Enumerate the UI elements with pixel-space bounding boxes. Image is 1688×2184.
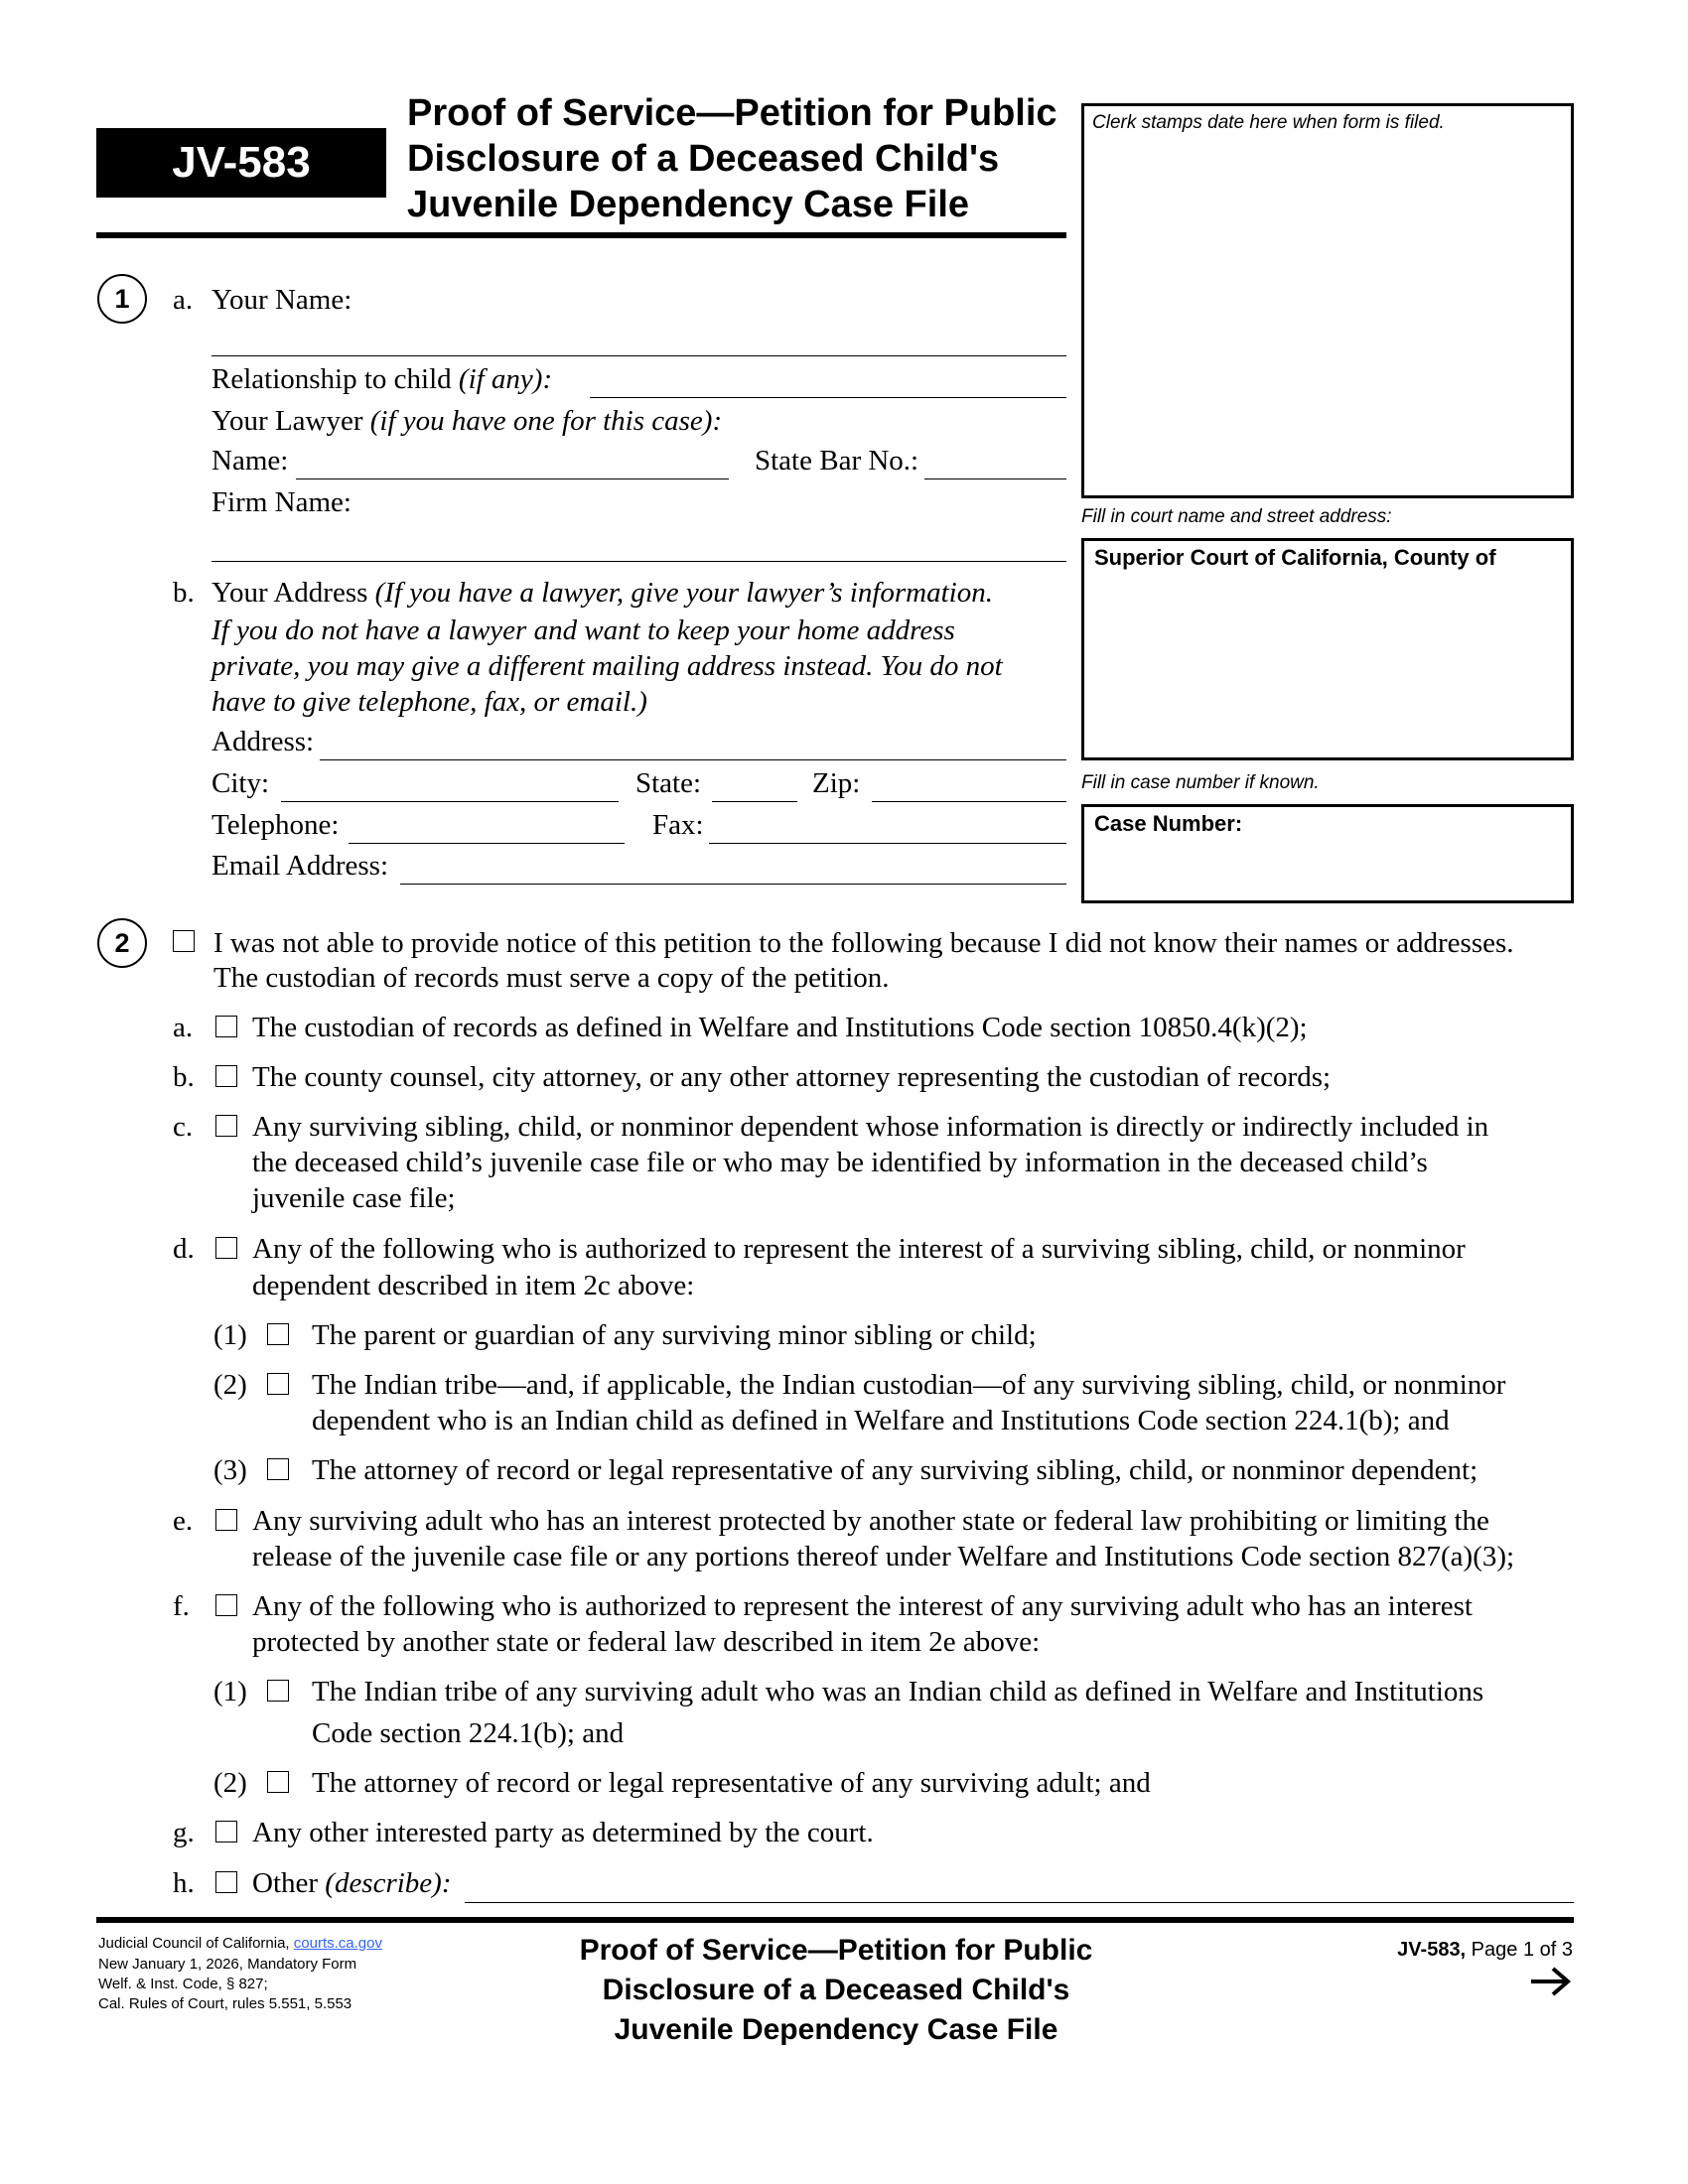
item-2f-text-line-2: protected by another state or federal law described in item 2e above: xyxy=(252,1626,1041,1658)
item-2a-checkbox[interactable] xyxy=(215,1016,237,1037)
state-bar-input[interactable] xyxy=(924,449,1066,479)
other-text: Other xyxy=(252,1867,326,1899)
state-label: State: xyxy=(635,767,702,799)
state-input[interactable] xyxy=(712,771,797,802)
address-note-line-3: private, you may give a different mailing address instead. You do not xyxy=(211,650,1003,682)
item-2c-checkbox[interactable] xyxy=(215,1115,237,1137)
item-2b-letter: b. xyxy=(173,1061,195,1093)
item-2d2-text-line-2: dependent who is an Indian child as defined in Welfare and Institutions Code section 224.1(b); and xyxy=(312,1405,1450,1436)
item-2d3-checkbox[interactable] xyxy=(267,1458,289,1480)
item-2d-text-line-2: dependent described in item 2c above: xyxy=(252,1270,695,1301)
address-note-line-1: (If you have a lawyer, give your lawyer’s information. xyxy=(374,577,993,609)
your-name-input[interactable] xyxy=(211,326,1066,356)
clerk-stamp-label: Clerk stamps date here when form is filed. xyxy=(1092,112,1445,133)
email-label: Email Address: xyxy=(211,850,389,882)
address-heading xyxy=(211,575,993,611)
email-input[interactable] xyxy=(400,854,1066,885)
telephone-input[interactable] xyxy=(349,813,625,844)
item-2d3-text: The attorney of record or legal representative of any surviving sibling, child, or nonminor dependent; xyxy=(312,1454,1478,1486)
page-indicator xyxy=(1397,1939,1573,1962)
case-number-box[interactable] xyxy=(1081,804,1574,903)
footer-publisher-text: Judicial Council of California, xyxy=(98,1935,294,1952)
item-2b-text: The county counsel, city attorney, or any other attorney representing the custodian of records; xyxy=(252,1061,1332,1093)
item-number-2: 2 xyxy=(97,918,147,968)
city-input[interactable] xyxy=(281,771,619,802)
item-2e-letter: e. xyxy=(173,1505,194,1537)
address-input[interactable] xyxy=(320,730,1066,760)
case-number-label: Case Number: xyxy=(1094,811,1243,836)
item-2f2-text: The attorney of record or legal representative of any surviving adult; and xyxy=(312,1767,1151,1799)
relationship-label xyxy=(211,361,552,397)
next-page-arrow-icon[interactable] xyxy=(1529,1964,1573,2007)
city-label: City: xyxy=(211,767,270,799)
item-2e-text-line-2: release of the juvenile case file or any portions thereof under Welfare and Institutions Code section 827(a)(3); xyxy=(252,1541,1515,1572)
address-label: Address: xyxy=(211,726,315,757)
header-rule xyxy=(96,232,1066,238)
footer-form-id: JV-583, xyxy=(1397,1939,1467,1961)
item-2c-text-line-2: the deceased child’s juvenile case file or who may be identified by information in the deceased child’s xyxy=(252,1147,1428,1178)
item-2a-text: The custodian of records as defined in Welfare and Institutions Code section 10850.4(k)(2); xyxy=(252,1012,1308,1043)
item-2g-checkbox[interactable] xyxy=(215,1821,237,1843)
telephone-label: Telephone: xyxy=(211,809,340,841)
item-2d2-checkbox[interactable] xyxy=(267,1373,289,1395)
item-2-checkbox[interactable] xyxy=(173,930,195,952)
item-2f-letter: f. xyxy=(173,1590,190,1622)
firm-name-label: Firm Name: xyxy=(211,486,352,518)
your-name-label: Your Name: xyxy=(211,284,352,316)
item-1b-letter: b. xyxy=(173,577,195,609)
item-2-intro-line-2: The custodian of records must serve a copy of the petition. xyxy=(213,962,890,994)
lawyer-text: Your Lawyer xyxy=(211,405,370,437)
item-2e-text-line-1: Any surviving adult who has an interest protected by another state or federal law prohibiting or limiting the xyxy=(252,1505,1489,1537)
lawyer-name-label: Name: xyxy=(211,445,289,477)
address-note-line-4: have to give telephone, fax, or email.) xyxy=(211,686,647,718)
zip-label: Zip: xyxy=(812,767,861,799)
footer-title-line-3: Juvenile Dependency Case File xyxy=(614,2013,1058,2046)
item-2d1-text: The parent or guardian of any surviving minor sibling or child; xyxy=(312,1319,1037,1351)
zip-input[interactable] xyxy=(872,771,1066,802)
item-2d-checkbox[interactable] xyxy=(215,1237,237,1259)
lawyer-name-input[interactable] xyxy=(296,449,729,479)
item-2c-text-line-3: juvenile case file; xyxy=(252,1182,456,1214)
state-bar-label: State Bar No.: xyxy=(755,445,919,477)
footer-code: Welf. & Inst. Code, § 827; xyxy=(98,1976,268,1992)
footer-title-line-2: Disclosure of a Deceased Child's xyxy=(602,1974,1070,2006)
item-2h-letter: h. xyxy=(173,1867,195,1899)
item-2f1-text-line-2: Code section 224.1(b); and xyxy=(312,1717,625,1749)
case-instruction: Fill in case number if known. xyxy=(1081,772,1320,793)
firm-name-input[interactable] xyxy=(211,531,1066,562)
footer-rule xyxy=(96,1917,1574,1923)
court-instruction: Fill in court name and street address: xyxy=(1081,506,1392,527)
item-2d3-number: (3) xyxy=(213,1454,247,1486)
footer-rules: Cal. Rules of Court, rules 5.551, 5.553 xyxy=(98,1995,352,2012)
item-2d2-number: (2) xyxy=(213,1369,247,1401)
other-describe-input[interactable] xyxy=(465,1872,1574,1903)
item-2c-letter: c. xyxy=(173,1111,194,1143)
item-2d1-number: (1) xyxy=(213,1319,247,1351)
other-qualifier: (describe): xyxy=(325,1867,452,1899)
item-2h-label xyxy=(252,1865,452,1901)
relationship-qualifier: (if any): xyxy=(458,363,553,395)
item-2h-checkbox[interactable] xyxy=(215,1871,237,1893)
footer-title-line-1: Proof of Service—Petition for Public xyxy=(579,1934,1093,1967)
footer-publisher xyxy=(98,1935,382,1952)
footer-page-number: Page 1 of 3 xyxy=(1466,1939,1573,1961)
item-number-1: 1 xyxy=(97,274,147,324)
lawyer-qualifier: (if you have one for this case): xyxy=(369,405,723,437)
footer-revision: New January 1, 2026, Mandatory Form xyxy=(98,1956,357,1973)
item-2f2-checkbox[interactable] xyxy=(267,1771,289,1793)
item-2f-checkbox[interactable] xyxy=(215,1594,237,1616)
court-name-box[interactable] xyxy=(1081,538,1574,760)
form-title-line-3: Juvenile Dependency Case File xyxy=(407,184,970,225)
form-id-badge: JV-583 xyxy=(96,128,386,198)
item-2d-letter: d. xyxy=(173,1233,195,1265)
item-2d-text-line-1: Any of the following who is authorized to represent the interest of a surviving sibling, child, or nonminor xyxy=(252,1233,1466,1265)
item-2g-letter: g. xyxy=(173,1817,195,1848)
form-title-line-1: Proof of Service—Petition for Public xyxy=(407,92,1057,134)
item-2d2-text-line-1: The Indian tribe—and, if applicable, the Indian custodian—of any surviving sibling, child, or nonminor xyxy=(312,1369,1506,1401)
item-2d1-checkbox[interactable] xyxy=(267,1323,289,1345)
item-1a-letter: a. xyxy=(173,284,194,316)
fax-input[interactable] xyxy=(709,813,1066,844)
item-2c-text-line-1: Any surviving sibling, child, or nonminor dependent whose information is directly or indirectly included in xyxy=(252,1111,1489,1143)
address-heading-text: Your Address xyxy=(211,577,375,609)
fax-label: Fax: xyxy=(652,809,704,841)
item-2a-letter: a. xyxy=(173,1012,194,1043)
address-note-line-2: If you do not have a lawyer and want to keep your home address xyxy=(211,614,955,646)
item-2f1-text-line-1: The Indian tribe of any surviving adult who was an Indian child as defined in Welfare and Institutions xyxy=(312,1676,1484,1707)
clerk-stamp-box xyxy=(1081,103,1574,498)
court-name-label: Superior Court of California, County of xyxy=(1094,545,1496,570)
courts-link[interactable]: courts.ca.gov xyxy=(293,1935,382,1952)
item-2e-checkbox[interactable] xyxy=(215,1509,237,1531)
item-2g-text: Any other interested party as determined by the court. xyxy=(252,1817,874,1848)
item-2f2-number: (2) xyxy=(213,1767,247,1799)
item-2b-checkbox[interactable] xyxy=(215,1065,237,1087)
relationship-text: Relationship to child xyxy=(211,363,459,395)
relationship-input[interactable] xyxy=(590,367,1066,398)
item-2f-text-line-1: Any of the following who is authorized to represent the interest of any surviving adult who has an interest xyxy=(252,1590,1473,1622)
item-2f1-checkbox[interactable] xyxy=(267,1680,289,1702)
item-2f1-number: (1) xyxy=(213,1676,247,1707)
item-2-intro-line-1: I was not able to provide notice of this petition to the following because I did not know their names or addresses. xyxy=(213,927,1514,959)
lawyer-label xyxy=(211,403,722,439)
form-title-line-2: Disclosure of a Deceased Child's xyxy=(407,138,1000,180)
